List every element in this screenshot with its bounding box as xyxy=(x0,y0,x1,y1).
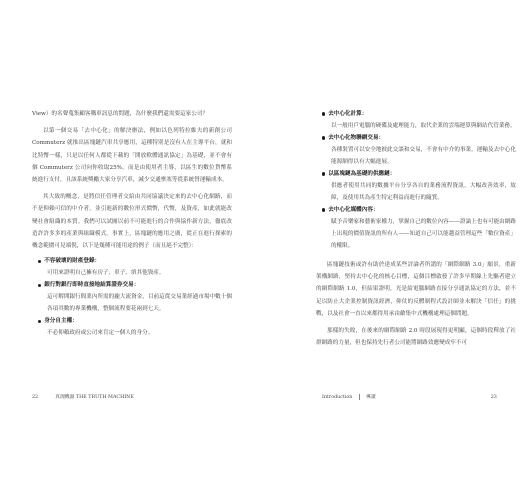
bullet-heading xyxy=(316,108,516,120)
bullet-icon xyxy=(38,320,41,323)
left-paragraph-top: View）的名聲蒐集顧客購車訊息的問題，為什麼我們還需要這家公司？ xyxy=(32,111,209,117)
bullet-heading xyxy=(32,279,232,291)
bullet-title: 銀行對銀行即時直接地結算證券交易： xyxy=(44,282,140,289)
bullet-title: 身分自主權： xyxy=(44,318,78,325)
bullet-heading xyxy=(316,168,516,180)
bullet-icon xyxy=(322,208,325,211)
bullet-icon xyxy=(322,112,325,115)
list-item xyxy=(316,204,516,252)
running-label: Introduction xyxy=(322,395,353,400)
bullet-description: 這可解開銀行間業內所需的龐大流資金，目前這從交易業經過市場中數十個各項其數的專業機構，整個流程要花兩到七天。 xyxy=(47,294,232,313)
left-page-footer xyxy=(32,393,134,400)
bullet-heading xyxy=(32,315,232,327)
left-page xyxy=(32,108,232,341)
bullet-title: 去中心化媒體內容： xyxy=(328,207,379,213)
bullet-title: 去中心化物聯網交易： xyxy=(328,135,385,141)
left-paragraph-a: 以第一個交易「去中心化」的解決辦法，例如以色列特拉維夫的新創公司 Commuterz 就推出區塊鏈汽車共享應用，這種特別是沒有人在主導平台，就和比特幣一樣，只是以任何人都從下載的「開放軟體通訊協定」為基礎，並不會有個 Commuterz 公司向你收取25%，而是由使用者主導，以區生的數位貨幣系統進行支付，且該系統獎勵大家分享汽車，減少交通壅塞等從系統營運輸成本。 xyxy=(32,128,232,184)
right-page-footer xyxy=(322,393,497,400)
bullet-description: 供應者使用共同的數據平台分享各自的業務流程資訊，大幅改善效率，故障，及使用其為產生特定利益而進行的隨質。 xyxy=(331,183,516,201)
bullet-icon xyxy=(38,260,41,263)
right-paragraph-a: 區塊鏈技術或許有助於達成某些評論者所謂的「網際網路 3.0」願景，重新架構網路，堅持去中心化的核心目標，這個目標啟發了許多早期線上先驅者建立的網際網路 1.0，但結果證明，光是給電腦網路直接分享通訊協定的方法，並不足以防止大企業控制資訊經濟，仰仗的反體制程式設計師並未解決「信任」的挑戰，以及社會一直以來都得用承由敵集中式機構處理這個問題。 xyxy=(316,262,516,317)
list-item xyxy=(316,168,516,204)
list-item xyxy=(32,255,232,279)
right-paragraph-b: 那樣的失敗，在後來的網際網路 2.0 時段展現得更明顯，這個時段釋放了社群網路的力量，但也保持先行者公司能將網路效應變成牢不可 xyxy=(316,328,516,347)
bullet-heading xyxy=(316,204,516,216)
list-item xyxy=(32,279,232,315)
list-item xyxy=(32,315,232,339)
running-title: 導讀 xyxy=(366,395,376,400)
bullet-description: 賦予音樂家和藝術家權力，掌握自己的數位內容——證論上也有可能由網路上出現的價值資訊的所有人——知道自己可以能越益管理這些「數位資產」的權限。 xyxy=(331,219,516,249)
page-number: 22 xyxy=(32,395,39,400)
bullet-title: 以區塊鏈為基礎的供應鏈： xyxy=(328,171,396,177)
page-number: 23 xyxy=(490,395,497,400)
separator xyxy=(359,394,360,400)
right-page xyxy=(316,108,516,349)
bullet-icon xyxy=(38,284,41,287)
bullet-icon xyxy=(322,136,325,139)
right-bullet-list xyxy=(316,108,516,252)
running-title: 真理機器 THE TRUTH MACHINE xyxy=(55,395,134,400)
left-bullet-list xyxy=(32,255,232,339)
bullet-heading xyxy=(32,255,232,267)
bullet-description: 各種裝置可以安全地彼此交談和交易，不會有中介的事業，運輸及去中心化能源網得以有大幅進展。 xyxy=(331,147,516,165)
list-item xyxy=(316,132,516,168)
bullet-heading xyxy=(316,132,516,144)
bullet-description: 可用來證明自己擁有房子、車子、填其他資產。 xyxy=(47,270,165,277)
bullet-title: 不容破壞的財產登錄： xyxy=(44,258,101,265)
bullet-icon xyxy=(322,172,325,175)
bullet-description: 不必仰賴政府或公司來肯定一個人的身分。 xyxy=(47,330,154,337)
left-paragraph-b: 其大致的概念，是將信任管理者交給由共同協議決定來的去中心化網路，而不是仰賴可信的中介者，並引進新的數位形式價幣，代幣，及資產，如此就能改變社會組織的本質。我們可以試圖以前不可能進行的合作與協作新方法，徹底改造許許多多的產業與組織模式。事實上，區塊鏈的應用之廣，從正在進行探索的概念範圍可見端倪，以下是幾種可能用途的例子（而且絕不完整）： xyxy=(32,194,232,250)
bullet-title: 去中心化計算： xyxy=(328,111,368,117)
list-item xyxy=(316,108,516,132)
bullet-description: 以一般用戶電腦的硬碟及處理能力，取代企業的雲端運算與網站代管業務。 xyxy=(331,123,516,129)
